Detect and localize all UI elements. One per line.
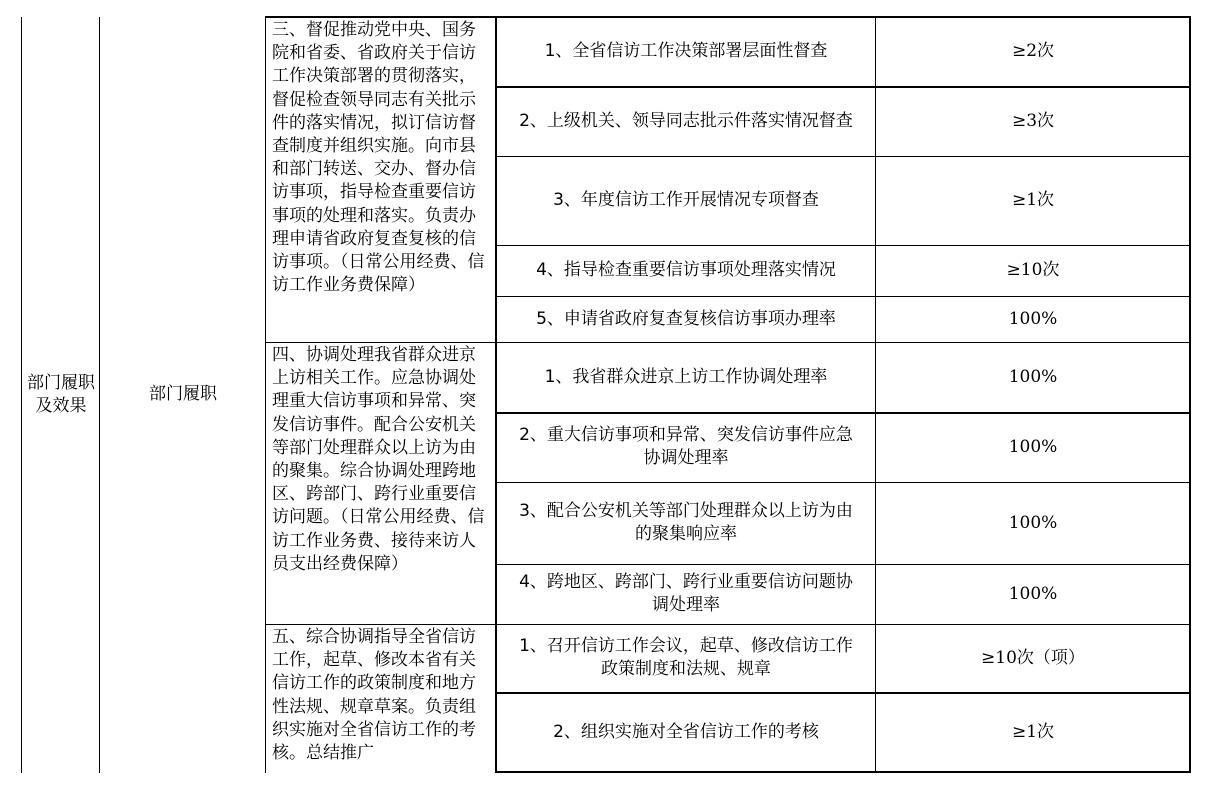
task-cell-4 [266,342,496,624]
indicator-cell [496,342,876,412]
subcategory-cell [100,17,266,772]
grid-line [495,86,1191,88]
indicator-text: 1、全省信访工作决策部署层面性督查 [544,41,828,61]
indicator-cell [496,17,876,86]
grid-line [495,296,1191,297]
subcategory-label: 部门履职 [149,384,217,404]
target-cell [876,296,1190,342]
indicator-text: 4、指导检查重要信访事项处理落实情况 [536,260,836,280]
grid-line [495,482,1191,483]
grid-line [265,342,1191,343]
indicator-text: 4、跨地区、跨部门、跨行业重要信访问题协调处理率 [519,572,853,615]
target-text: ≥3次 [1011,110,1055,131]
target-cell [876,156,1190,245]
indicator-cell [496,692,876,772]
target-text: 100% [1008,512,1058,533]
grid-line [495,245,1191,246]
task-text: 四、协调处理我省群众进京上访相关工作。应急协调处理重大信访事项和异常、突发信访事件。配合公安机关等部门处理群众以上访为由的聚集。综合协调处理跨地区、跨部门、跨行业重要信访问题。（日常公用经费、信访工作业务费、接待来访人员支出经费保障） [272,345,485,574]
target-text: ≥10次（项） [981,647,1085,668]
target-cell [876,86,1190,156]
target-text: 100% [1008,583,1058,604]
grid-line [495,692,1191,694]
indicator-text: 2、上级机关、领导同志批示件落实情况督查 [519,110,853,131]
target-text: 100% [1008,308,1058,329]
indicator-text: 1、我省群众进京上访工作协调处理率 [544,366,828,387]
task-cell-5 [266,624,496,772]
target-cell [876,692,1190,772]
target-cell [876,624,1190,692]
indicator-text: 3、年度信访工作开展情况专项督查 [553,190,819,210]
target-text: ≥1次 [1011,190,1055,210]
task-cell-3 [266,17,496,342]
grid-line [495,771,1191,773]
indicator-cell [496,482,876,564]
target-cell [876,245,1190,296]
target-text: ≥1次 [1011,721,1055,742]
grid-line [1189,17,1191,773]
target-cell [876,342,1190,412]
target-text: 100% [1008,366,1058,387]
indicator-cell [496,86,876,156]
indicator-cell [496,624,876,692]
indicator-text: 5、申请省政府复查复核信访事项办理率 [536,308,836,329]
target-cell [876,564,1190,624]
grid-line [265,17,266,773]
indicator-cell [496,156,876,245]
indicator-cell [496,412,876,482]
grid-line [495,564,1191,565]
grid-line [495,17,497,773]
indicator-cell [496,296,876,342]
task-text: 三、督促推动党中央、国务院和省委、省政府关于信访工作决策部署的贯彻落实，督促检查领导同志有关批示件的落实情况，拟订信访督查制度并组织实施。向市县和部门转送、交办、督办信访事项，指导检查重要信访事项的处理和落实。负责办理申请省政府复查复核的信访事项。（日常公用经费、信访工作业务费保障） [272,20,485,296]
task-text: 五、综合协调指导全省信访工作，起草、修改本省有关信访工作的政策制度和地方性法规、规章草案。负责组织实施对全省信访工作的考核。总结推广 [272,627,476,764]
indicator-text: 1、召开信访工作会议，起草、修改信访工作政策制度和法规、规章 [519,636,853,679]
target-text: 100% [1008,436,1058,457]
target-text: ≥10次 [1006,260,1060,280]
grid-line [495,156,1191,157]
indicator-cell [496,245,876,296]
grid-line [21,17,22,773]
target-text: ≥2次 [1011,41,1055,61]
target-cell [876,17,1190,86]
indicator-text: 2、重大信访事项和异常、突发信访事件应急协调处理率 [519,425,853,468]
grid-line [265,16,1191,18]
grid-line [495,412,1191,414]
indicator-cell [496,564,876,624]
indicator-text: 2、组织实施对全省信访工作的考核 [553,721,819,742]
category-cell [22,17,100,772]
grid-line [99,17,100,773]
grid-line [875,17,876,773]
indicator-text: 3、配合公安机关等部门处理群众以上访为由的聚集响应率 [519,501,853,544]
target-cell [876,412,1190,482]
target-cell [876,482,1190,564]
category-label: 部门履职及效果 [27,372,95,416]
grid-line [265,624,1191,625]
